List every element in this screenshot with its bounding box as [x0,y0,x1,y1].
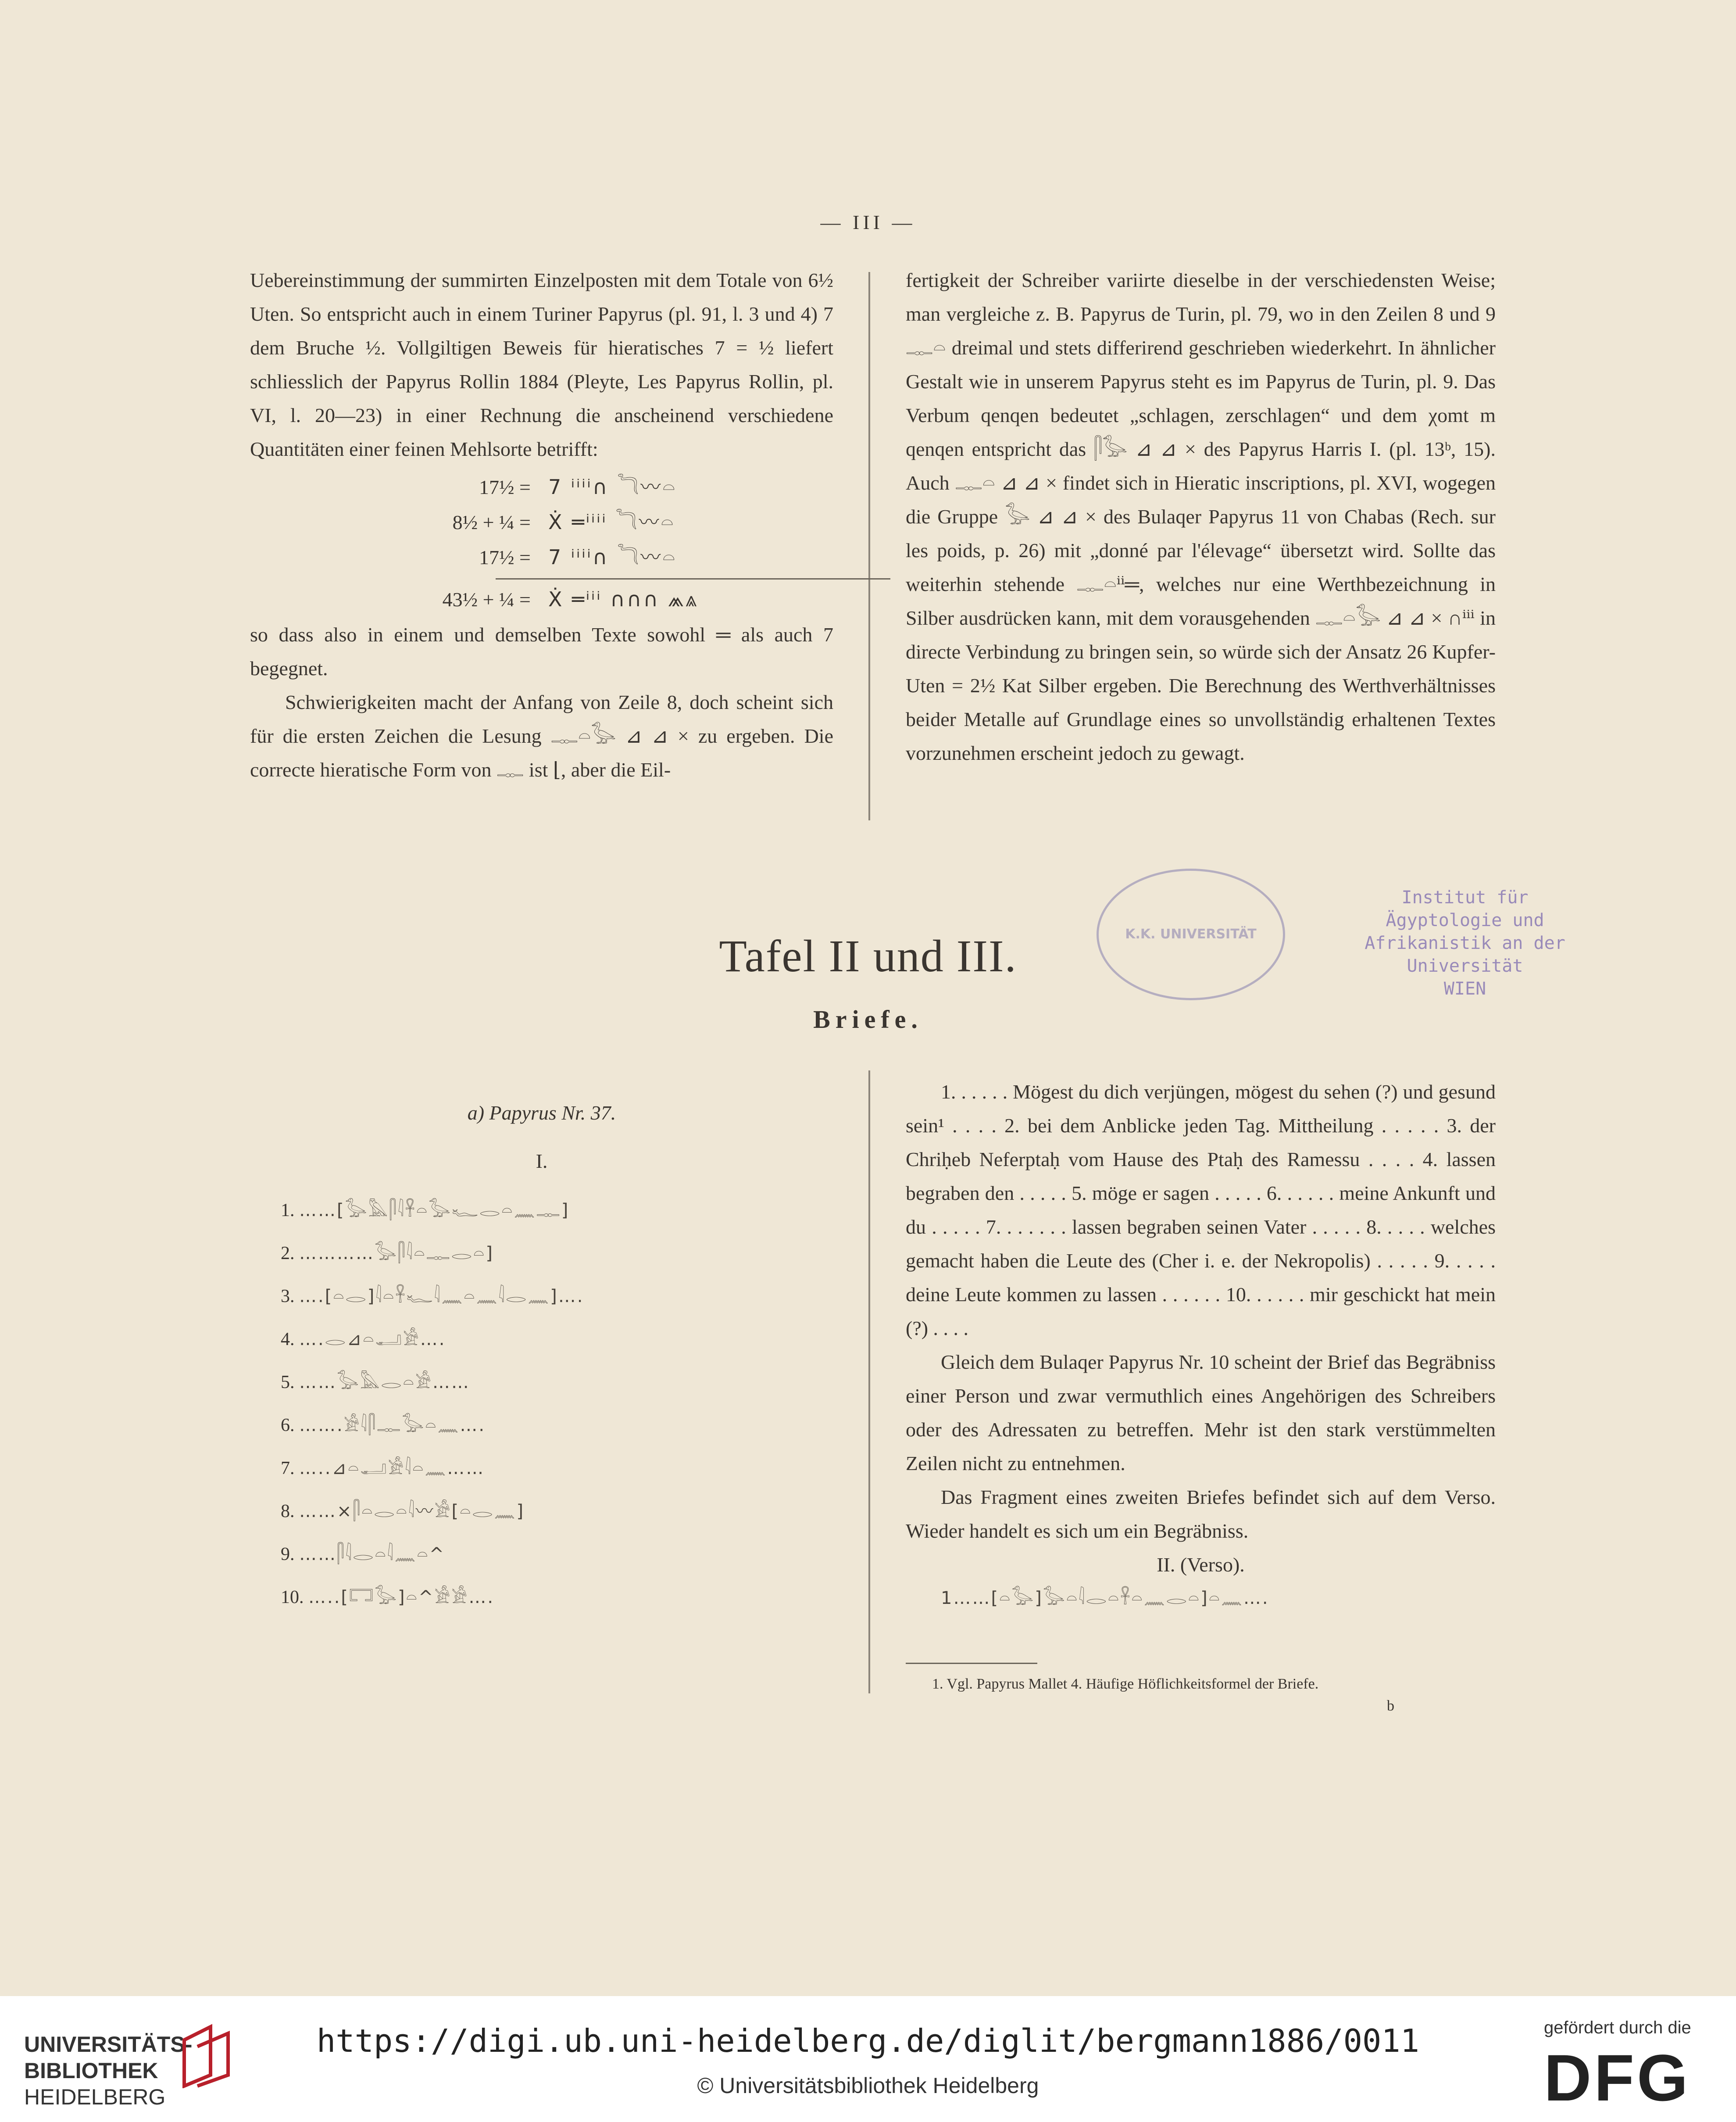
hieroglyph-text: …..⊿𓏏𓂝𓀀𓇋𓏏𓈖…… [299,1458,485,1478]
transcription-line [281,1322,833,1365]
equation-lhs: 43½ + ¼ = [442,588,531,611]
dfg-logo[interactable]: DFG [1544,2041,1691,2115]
column-divider-bottom [868,1070,870,1693]
transcription-line [281,1193,833,1236]
hieroglyph-text: ……𓅭𓅓𓂋𓏏𓀀…… [299,1372,470,1392]
hieroglyph-text: ….[𓏏𓂋]𓇋𓏏𓋹𓆑𓇋𓈖𓏏𓈖𓇋𓂋𓈖]…. [299,1286,584,1306]
transcription-line [281,1408,833,1451]
section-title: Tafel II und III. [719,931,1017,981]
page-number: — III — [820,211,916,233]
transcription-line [281,1365,833,1408]
transcription-line [281,1236,833,1279]
paragraph: 1. . . . . . Mögest du dich verjüngen, mögest du sehen (?) und gesund sein¹ . . . . 2. bei dem Anblicke jeden Tag. Mittheilung . . . . . 3. der Chriḥeb Neferptaḥ vom Hause des Ptaḥ des Ramessu . . . . 4. lassen begraben den . . . . . 5. möge er sagen . . . . . 6. . . . . . meine Ankunft und du . . . . . 7. . . . . . . lassen begraben seinen Vater . . . . . 8. . . . . welches gemacht haben die Leute des (Cher i. e. der Nekropolis) . . . . . 9. . . . . deine Leute kommen zu lassen . . . . . . 10. . . . . . mir geschickt hat mein (?) . . . . [906,1081,1496,1339]
hieroglyph-text: ……[𓅭𓅓𓋴𓇋𓋹𓏏𓅭𓆑𓂋𓏏𓈖𓊃] [299,1200,570,1220]
line-number: 9. [281,1544,295,1564]
stamp-line: Afrikanistik an der Universität [1365,933,1565,976]
logo-line: UNIVERSITÄTS- [24,2032,193,2057]
hieroglyph-text: …………𓅭𓋴𓇋𓏏𓊃𓂋𓏏] [299,1243,494,1263]
equation-row-total [425,583,759,615]
equation-lhs: 17½ = [479,476,531,498]
paragraph: Gleich dem Bulaqer Papyrus Nr. 10 scheint der Brief das Begräbniss einer Person und zwar vermuthlich eines Angehörigen des Schreibers oder des Adressaten zu betreffen. Mehr ist den stark verstümmelten Zeilen nicht zu entnehmen. [906,1351,1496,1474]
hieroglyph-text: …….𓀀𓇋𓋴𓊃𓅭𓏏𓈖…. [299,1415,486,1435]
hieroglyph-text: ……×𓋴𓏏𓂋𓏏𓇋〰𓀀[𓏏𓂋𓈖] [299,1501,525,1521]
equation-row [425,470,759,503]
hieroglyph-transcription [281,1193,833,1623]
papyrus-heading: a) Papyrus Nr. 37. [467,1102,616,1124]
equation-block [250,470,833,615]
line-number: 1. [281,1200,295,1220]
line-number: 10. [281,1587,304,1607]
hieratic-glyphs: 7 ⁱⁱⁱⁱ∩ 𓆓〰𓏏 [548,475,677,499]
verso-heading: II. (Verso). [1157,1553,1245,1576]
verso-hieroglyph-line: 1……[𓏏𓅭]𓅭𓏏𓇋𓂋𓏏𓋹𓏏𓈖𓂋𓏏]𓏏𓈖…. [941,1588,1269,1608]
line-number: 6. [281,1415,295,1435]
footnote: 1. Vgl. Papyrus Mallet 4. Häufige Höflichkeitsformel der Briefe. [932,1676,1319,1692]
paragraph: Das Fragment eines zweiten Briefes befindet sich auf dem Verso. Wieder handelt es sich um ein Begräbniss. [906,1486,1496,1542]
equation-lhs: 8½ + ¼ = [452,511,531,533]
hieroglyph-text: ….𓂋⊿𓏏𓂝𓀀…. [299,1329,446,1349]
line-number: 2. [281,1243,295,1263]
equation-lhs: 17½ = [479,546,531,569]
sum-rule [496,578,890,580]
library-stamp-oval: K.K. UNIVERSITÄT [1097,869,1285,1000]
transcription-line [281,1279,833,1322]
funding-label: gefördert durch die [1544,2018,1691,2037]
line-number: 7. [281,1458,295,1478]
papyrus-roman-numeral: I. [536,1150,548,1172]
line-number: 8. [281,1501,295,1521]
paragraph: so dass also in einem und demselben Texte sowohl ═ als auch 7 begegnet. [250,623,833,680]
stamp-line: WIEN [1443,979,1486,999]
paragraph: Schwierigkeiten macht der Anfang von Zeile 8, doch scheint sich für die ersten Zeichen die Lesung 𓊃𓏏𓅭 ⊿ ⊿ × zu ergeben. Die correcte hieratische Form von 𓊃 ist ⌊, aber die Eil- [250,691,833,781]
transcription-line [281,1580,833,1623]
viewer-footer [0,1996,1736,2122]
paragraph: fertigkeit der Schreiber variirte dieselbe in der verschiedensten Weise; man vergleiche z. B. Papyrus de Turin, pl. 79, wo in den Zeilen 8 und 9 𓊃𓏏 dreimal und stets differirend geschrieben wiederkehrt. In ähnlicher Gestalt wie in unserem Papyrus steht es im Papyrus de Turin, pl. 9. Das Verbum qenqen bedeutet „schlagen, zerschlagen“ und dem χomt m qenqen entspricht das 𓋴𓅭 ⊿ ⊿ × des Papyrus Harris I. (pl. 13ᵇ, 15). Auch 𓊃𓏏 ⊿ ⊿ × findet sich in Hieratic inscriptions, pl. XVI, wogegen die Gruppe 𓅭 ⊿ ⊿ × des Bulaqer Papyrus 11 von Chabas (Rech. sur les poids, p. 26) mit „donné par l'élevage“ übersetzt wird. Sollte das weiterhin stehende 𓊃𓏏ⁱⁱ═, welches nur eine Werthbezeichnung in Silber ausdrücken kann, mit dem vorausgehenden 𓊃𓏏𓅭 ⊿ ⊿ × ∩ⁱⁱⁱ in directe Verbindung zu bringen sein, so würde sich der Ansatz 26 Kupfer-Uten = 2½ Kat Silber ergeben. Die Berechnung des Werthverhältnisses beider Metalle auf Grundlage eines so unvollständig erhaltenen Textes vorzunehmen erscheint jedoch zu gewagt. [906,269,1496,764]
copyright-notice: © Universitätsbibliothek Heidelberg [697,2073,1039,2098]
footnote-rule [906,1663,1037,1664]
hieroglyph-text: ……𓋴𓇋𓂋𓏏𓇋𓈖𓏏^ [299,1544,446,1564]
equation-row [425,540,759,573]
stamp-line: Institut für Ägyptologie und [1386,887,1544,930]
line-number: 5. [281,1372,295,1392]
right-column-bottom [906,1075,1496,1615]
paragraph: Uebereinstimmung der summirten Einzelposten mit dem Totale von 6½ Uten. So entspricht auch in einem Turiner Papyrus (pl. 91, l. 3 und 4) 7 dem Bruche ½. Vollgiltigen Beweis für hieratisches 7 = ½ liefert schliesslich der Papyrus Rollin 1884 (Pleyte, Les Papyrus Rollin, pl. VI, l. 20—23) in einer Rechnung die anscheinend verschiedene Quantitäten einer feinen Mehlsorte betrifft: [250,269,833,460]
logo-line: HEIDELBERG [24,2085,166,2109]
line-number: 3. [281,1286,295,1306]
transcription-line [281,1494,833,1537]
transcription-line [281,1537,833,1580]
hieroglyph-text: …..[𓉐𓅭]𓏏^𓀀𓀀…. [308,1587,495,1607]
permalink-url[interactable]: https://digi.ub.uni-heidelberg.de/diglit/bergmann1886/0011 [316,2022,1420,2059]
transcription-line [281,1451,833,1494]
hieratic-glyphs: Ẋ ═ⁱⁱⁱⁱ 𓆓〰𓏏 [548,510,675,534]
column-divider-top [868,272,870,820]
right-column-top [906,263,1496,770]
line-number: 4. [281,1329,295,1349]
section-subtitle: Briefe. [813,1005,923,1034]
left-column-top [250,263,833,787]
equation-row [425,505,759,538]
logo-line: BIBLIOTHEK [24,2058,158,2083]
hieratic-glyphs: Ẋ ═ⁱⁱⁱ ∩∩∩ ⩕⩓ [548,587,699,611]
hieratic-glyphs: 7 ⁱⁱⁱⁱ∩ 𓆓〰𓏏 [548,545,677,569]
signature-mark: b [1387,1698,1394,1714]
